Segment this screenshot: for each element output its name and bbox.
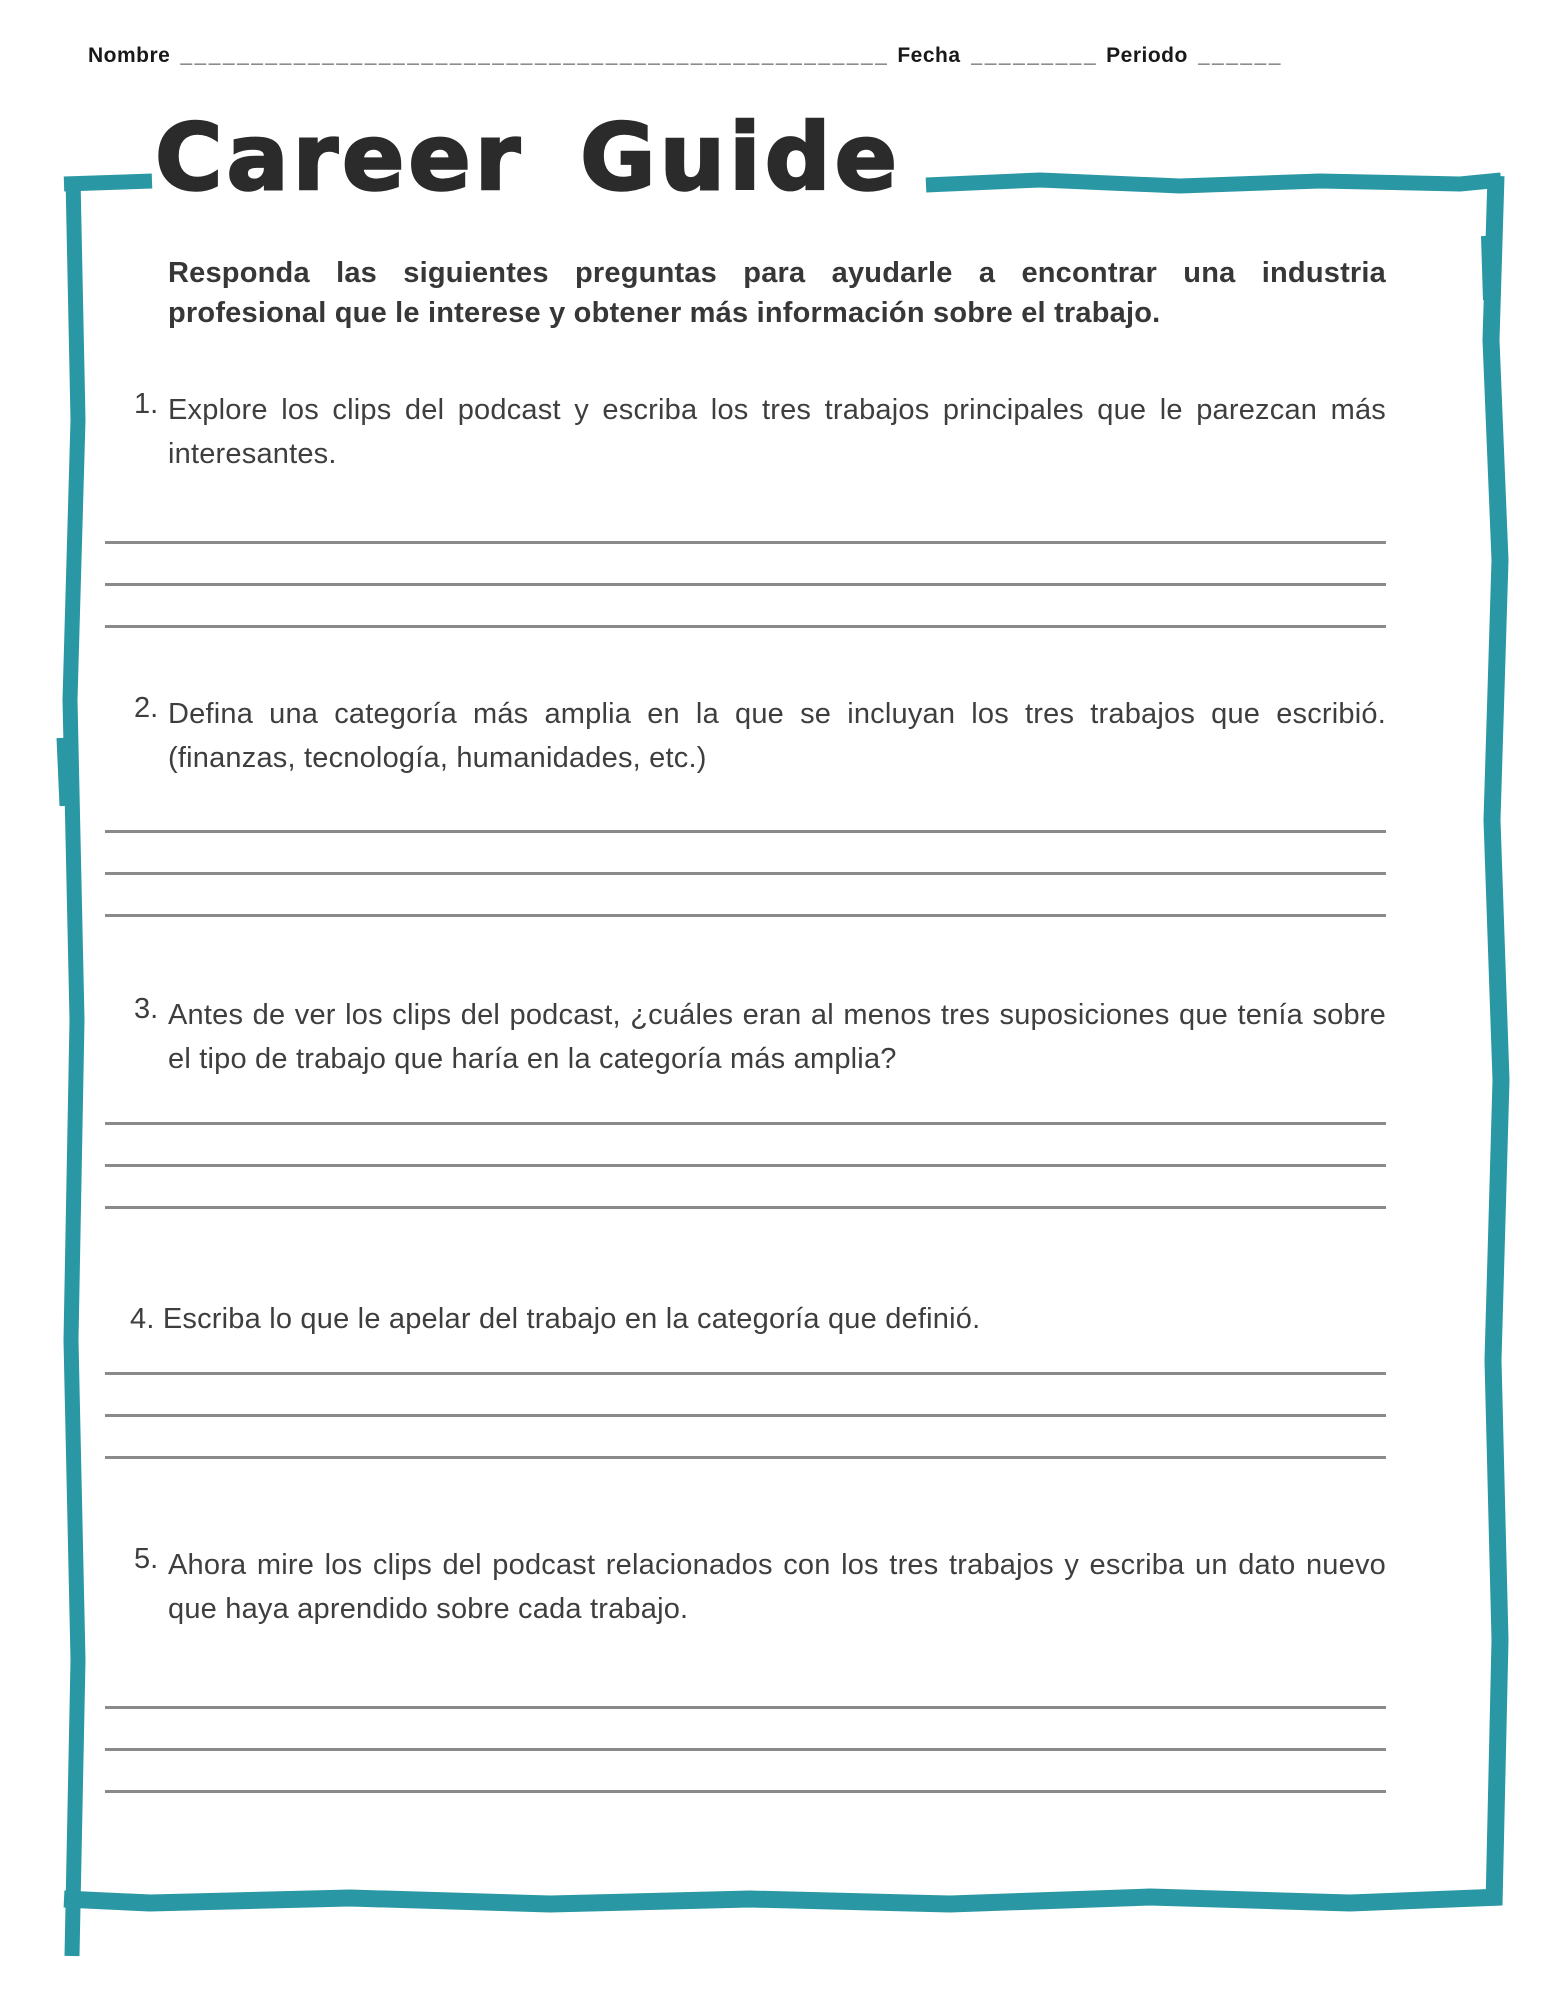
question-4-text: 4. Escriba lo que le apelar del trabajo en la categoría que definió. <box>130 1303 981 1335</box>
answer-line <box>105 1790 1386 1793</box>
nombre-label: Nombre <box>88 44 171 67</box>
question-3-text: Antes de ver los clips del podcast, ¿cuáles eran al menos tres suposiciones que tenía sobre el tipo de trabajo que haría en la categoría más amplia? <box>168 999 1386 1075</box>
question-1-text: Explore los clips del podcast y escriba los tres trabajos principales que le parezcan más interesantes. <box>168 394 1386 470</box>
answer-line <box>105 1206 1386 1209</box>
border-right <box>1491 176 1501 1905</box>
periodo-label: Periodo <box>1106 44 1188 67</box>
answer-line <box>105 1706 1386 1709</box>
answer-lines-q3 <box>105 1122 1386 1209</box>
question-2-text: Defina una categoría más amplia en la que se incluyan los tres trabajos que escribió. (finanzas, tecnología, humanidades, etc.) <box>168 698 1386 774</box>
question-5-number: 5. <box>134 1543 159 1575</box>
fecha-blank-line: _________ <box>970 44 1099 67</box>
question-1-number: 1. <box>134 388 159 420</box>
answer-line <box>105 583 1386 586</box>
name-date-header <box>88 44 1435 68</box>
border-left-notch <box>60 738 63 806</box>
answer-line <box>105 541 1386 544</box>
answer-line <box>105 830 1386 833</box>
answer-line <box>105 1456 1386 1459</box>
answer-lines-q5 <box>105 1706 1386 1793</box>
question-5-text: Ahora mire los clips del podcast relacionados con los tres trabajos y escriba un dato nuevo que haya aprendido sobre cada trabajo. <box>168 1549 1386 1625</box>
border-bottom <box>64 1897 1502 1904</box>
answer-line <box>105 872 1386 875</box>
answer-line <box>105 1122 1386 1125</box>
question-2-number: 2. <box>134 692 159 724</box>
answer-line <box>105 1372 1386 1375</box>
answer-line <box>105 1164 1386 1167</box>
nombre-blank-line: __________________________________________________ <box>180 44 890 67</box>
answer-lines-q4 <box>105 1372 1386 1459</box>
answer-lines-q2 <box>105 830 1386 917</box>
answer-line <box>105 625 1386 628</box>
question-3-number: 3. <box>134 993 159 1025</box>
answer-line <box>105 1414 1386 1417</box>
border-right-notch <box>1484 236 1486 300</box>
border-top-left-dash <box>64 181 152 184</box>
answer-line <box>105 1748 1386 1751</box>
page-title: Career Guide <box>155 104 901 211</box>
answer-lines-q1 <box>105 541 1386 628</box>
periodo-blank-line: ______ <box>1197 44 1283 67</box>
intro-paragraph: Responda las siguientes preguntas para ayudarle a encontrar una industria profesional que le interese y obtener más información sobre el trabajo. <box>168 257 1386 329</box>
fecha-label: Fecha <box>897 44 961 67</box>
answer-line <box>105 914 1386 917</box>
border-top-right <box>926 180 1501 186</box>
border-left <box>70 178 78 1956</box>
